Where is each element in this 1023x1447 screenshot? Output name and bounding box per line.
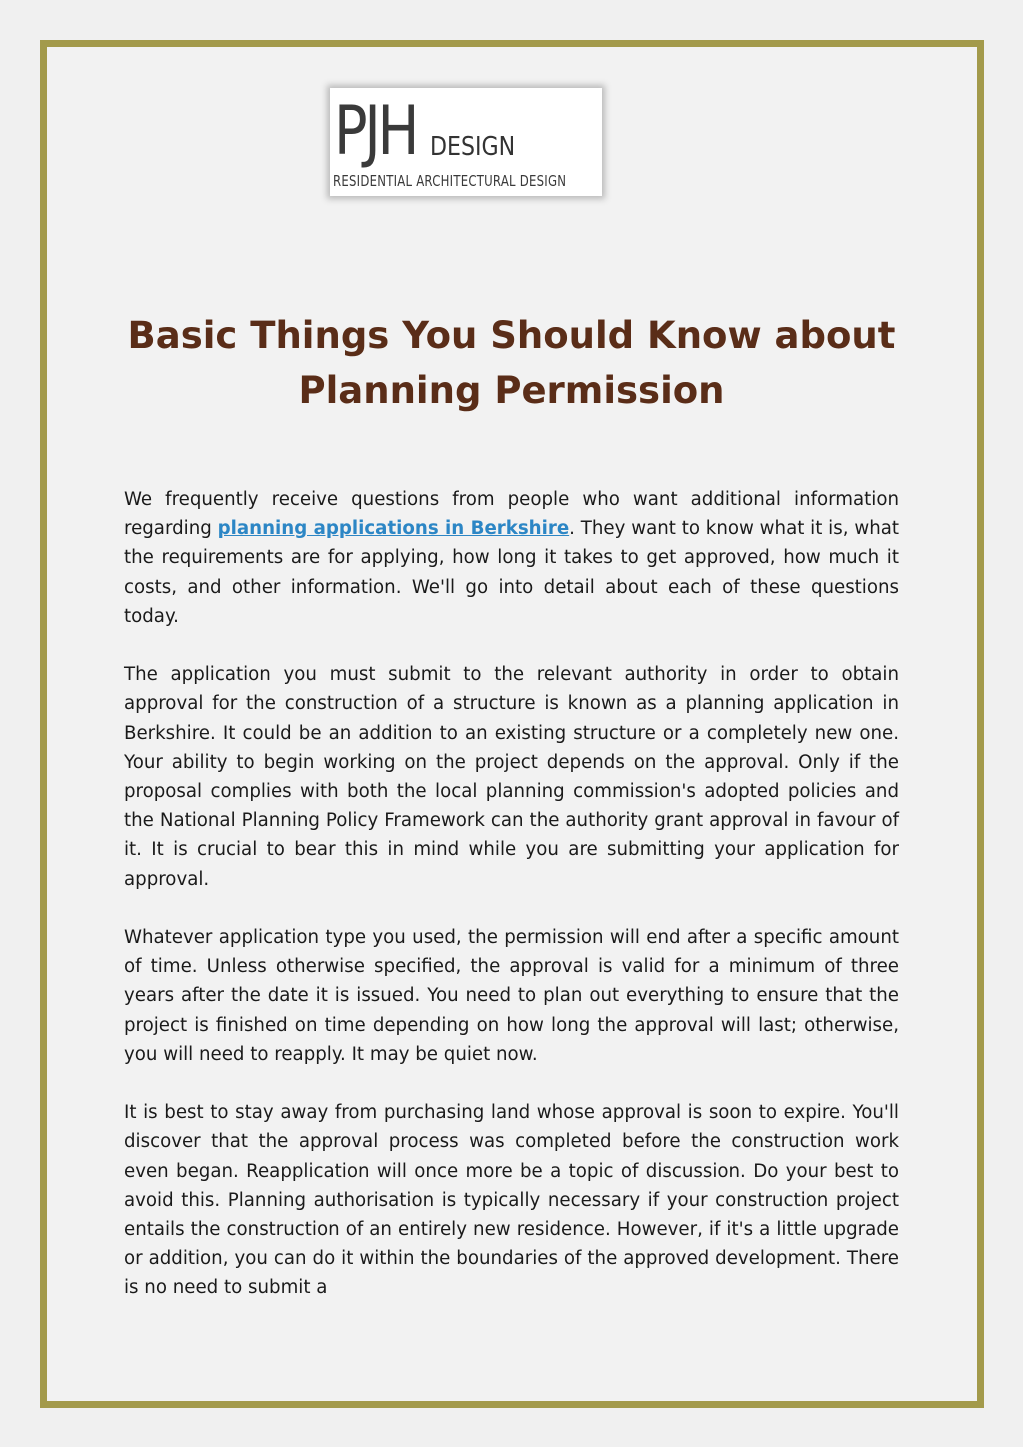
logo-wordmark	[334, 90, 530, 171]
document-title: Basic Things You Should Know about Planning Permission	[127, 314, 896, 412]
company-logo	[330, 88, 602, 196]
logo-tagline: RESIDENTIAL ARCHITECTURAL DESIGN	[333, 172, 567, 190]
planning-applications-link[interactable]: planning applications in Berkshire	[217, 518, 570, 540]
paragraph-3: Whatever application type you used, the permission will end after a specific amount of time. Unless otherwise specified, the approval is valid for a minimum of three years after the date it is issued. You need to plan out everything to ensure that the project is finished on time depending on how long the approval will last; otherwise, you will need to reapply. It may be quiet now.	[124, 927, 899, 1065]
logo-sub-text: DESIGN	[430, 132, 516, 162]
paragraph-1	[124, 485, 899, 631]
paragraph-4: It is best to stay away from purchasing land whose approval is soon to expire. You'll discover that the approval process was completed before the construction work even began. Reapplication will once more be a topic of discussion. Do your best to avoid this. Planning authorisation is typically necessary if your construction project entails the construction of an entirely new residence. However, if it's a little upgrade or addition, you can do it within the boundaries of the approved development. There is no need to submit a	[124, 1102, 899, 1299]
document-body	[124, 485, 899, 1332]
paragraph-1-text-before: We frequently receive questions from people who want additional information regarding	[124, 489, 899, 540]
logo-main-text: PJH	[334, 92, 417, 171]
paragraph-2: The application you must submit to the relevant authority in order to obtain approval for the construction of a structure is known as a planning application in Berkshire. It could be an addition to an existing structure or a completely new one. Your ability to begin working on the project depends on the approval. Only if the proposal complies with both the local planning commission's adopted policies and the National Planning Policy Framework can the authority grant approval in favour of it. It is crucial to bear this in mind while you are submitting your application for approval.	[124, 664, 899, 890]
paragraph-1-text-after: . They want to know what it is, what the requirements are for applying, how long it takes to get approved, how much it costs, and other information. We'll go into detail about each of these questions today.	[124, 518, 899, 627]
